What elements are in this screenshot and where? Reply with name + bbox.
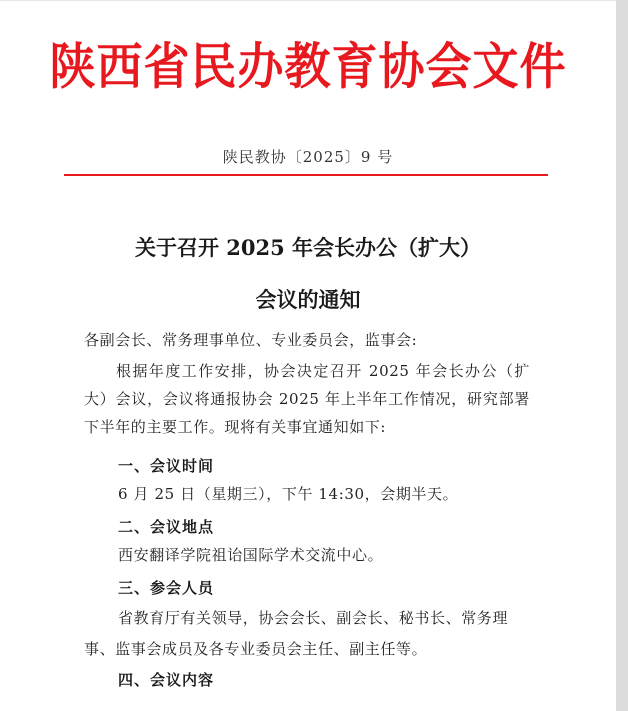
section-heading-content: 四、会议内容 [118, 671, 215, 689]
document-number: 陕民教协〔2025〕9 号 [222, 148, 394, 166]
notice-title-line-1: 关于召开 2025 年会长办公（扩大） [134, 235, 482, 260]
header-red-rule [64, 174, 548, 176]
notice-title-line-2: 会议的通知 [255, 287, 361, 312]
salutation: 各副会长、常务理事单位、专业委员会，监事会: [84, 331, 418, 349]
section-body-time: 6 月 25 日（星期三），下午 14:30，会期半天。 [118, 485, 459, 503]
document-header-title: 陕西省民办教育协会文件 [49, 37, 567, 96]
page-top-edge [0, 0, 628, 1]
section-body-location: 西安翻译学院祖诒国际学术交流中心。 [118, 546, 384, 564]
section-heading-attendees: 三、参会人员 [118, 579, 215, 597]
page-right-edge [616, 0, 628, 711]
intro-paragraph: 根据年度工作安排，协会决定召开 2025 年会长办公（扩大）会议，会议将通报协会 2025 年上半年工作情况，研究部署下半年的主要工作。现将有关事宜通知如下: [84, 362, 530, 436]
section-heading-time: 一、会议时间 [118, 457, 215, 475]
section-heading-location: 二、会议地点 [118, 518, 215, 536]
section-body-attendees: 省教育厅有关领导，协会会长、副会长、秘书长、常务理事、监事会成员及各专业委员会主任、副主任等。 [84, 609, 509, 658]
